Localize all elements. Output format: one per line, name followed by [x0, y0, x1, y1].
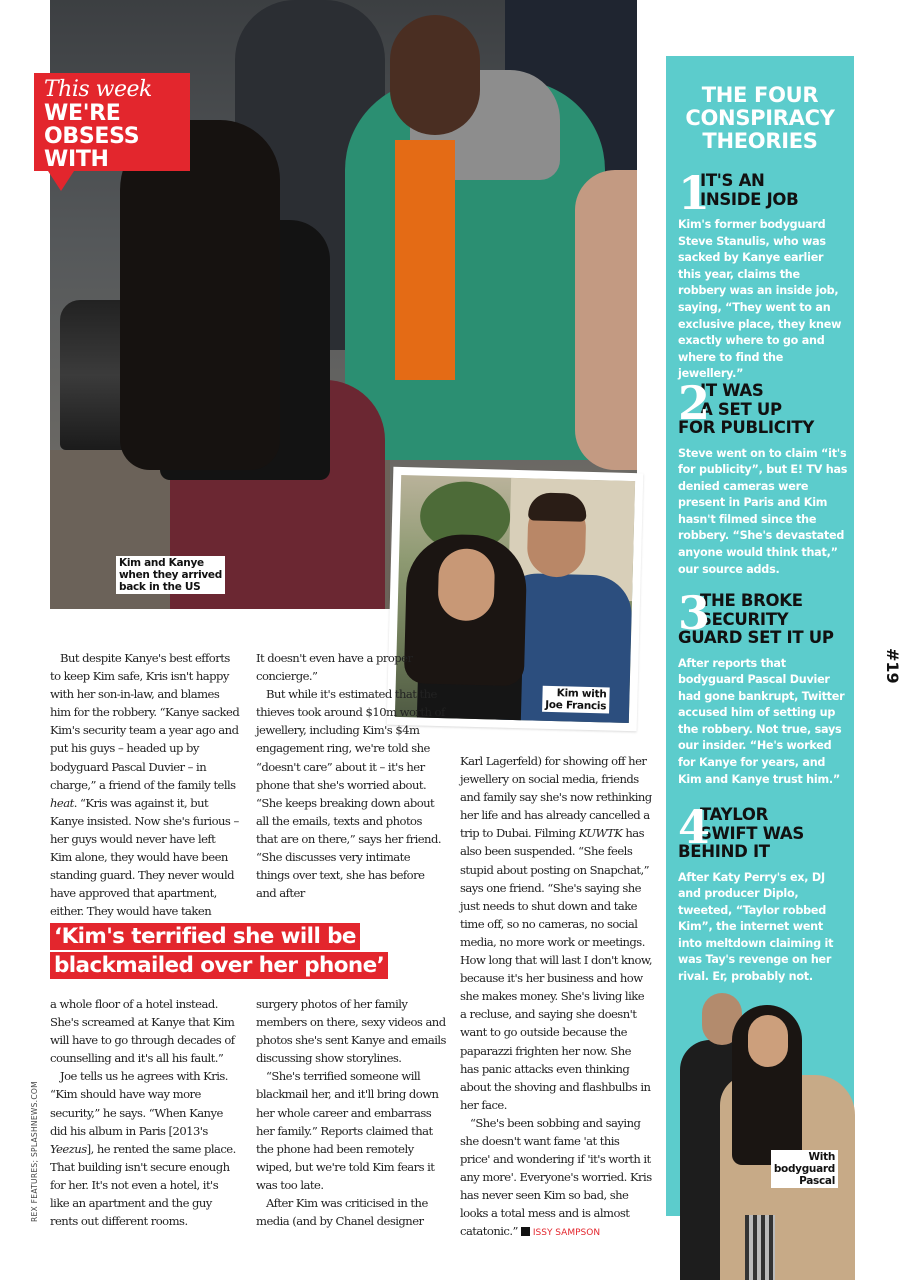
- article-column-1-top: [50, 649, 240, 920]
- main-photo-caption: Kim and Kanye when they arrived back in the US: [116, 556, 225, 594]
- theory-number: 2: [678, 376, 711, 430]
- paragraph: Karl Lagerfeld) for showing off her jewellery on social media, friends and family say she's now rethinking her life and has already cancelled a trip to Dubai. Filming KUWTK has also been suspended. “She feels stupid about posting on Snapchat,” says one friend. “She's saying she just needs to shut down and take time off, so no cameras, no social media, no more work or meetings. How long that will last I don't know, because it's her business and how she makes money. She's living like a recluse, and saying she doesn't want to go outside because the paparazzi frighten her now. She has panic attacks even thinking about the shoving and flashbulbs in her face.: [460, 754, 653, 1112]
- theory-2: [678, 376, 848, 578]
- tag-this-week: This week: [44, 77, 152, 102]
- theory-heading: IT WAS A SET UP FOR PUBLICITY: [678, 381, 815, 437]
- pull-quote: ‘Kim's terrified she will be blackmailed over her phone’: [50, 922, 442, 980]
- theory-number: 3: [678, 586, 711, 640]
- section-tag: [34, 73, 190, 171]
- article-column-3: [460, 752, 652, 1243]
- bodyguard-photo-caption: With bodyguard Pascal: [771, 1150, 838, 1188]
- article-column-2-top: [256, 649, 446, 902]
- byline: ISSY SAMPSON: [532, 1228, 601, 1239]
- theory-body: Steve went on to claim “it's for publicity”, but E! TV has denied cameras were present in Paris and Kim hasn't filmed since the robbery. “She's devastated anyone would think that,” our source adds.: [678, 446, 848, 576]
- panel-title: THE FOUR CONSPIRACY THEORIES: [685, 83, 835, 153]
- page-number: #19: [883, 648, 902, 684]
- theory-body: After Katy Perry's ex, DJ and producer Diplo, tweeted, “Taylor robbed Kim”, the internet went into meltdown claiming it was Tay's revenge on her rival. Er, probably not.: [678, 870, 834, 984]
- theory-number: 1: [678, 166, 711, 220]
- theory-body: After reports that bodyguard Pascal Duvier had gone bankrupt, Twitter accused him of setting up the robbery. Not true, says our insider. “He's worked for Kanye for years, and Kim and Kanye trust him.”: [678, 656, 845, 786]
- end-mark: [521, 1227, 530, 1236]
- paragraph: But despite Kanye's best efforts to keep Kim safe, Kris isn't happy with her son-in-law, and blames him for the robbery. “Kanye sacked Kim's security team a year ago and put his guys – headed up by bodyguard Pascal Duvier – in charge,” a friend of the family tells heat. “Kris was against it, but Kanye insisted. Now she's furious – her guys would never have left Kim alone, they would have been standing guard. They never would have approved that apartment, either. They would have taken: [50, 651, 240, 919]
- theory-heading: TAYLOR SWIFT WAS BEHIND IT: [678, 805, 804, 861]
- theory-heading: THE BROKE SECURITY GUARD SET IT UP: [678, 591, 834, 647]
- theory-body: Kim's former bodyguard Steve Stanulis, who was sacked by Kanye earlier this year, claims the robbery was an inside job, saying, “They went to an exclusive place, they knew exactly where to go and where to find the jewellery.”: [678, 218, 842, 381]
- paragraph: Joe tells us he agrees with Kris. “Kim should have way more security,” he says. “When Kanye did his album in Paris [2013's Yeezus], he rented the same place. That building isn't secure enough for her. It's not even a hotel, it's like an apartment and the guy rents out different rooms.: [50, 1069, 236, 1229]
- theory-3: [678, 586, 848, 788]
- paragraph: “She's terrified someone will blackmail her, and it'll bring down her whole career and embarrass her family.” Reports claimed that the phone had been remotely wiped, but we're told Kim fears it was too late.: [256, 1069, 439, 1192]
- paragraph: It doesn't even have a proper concierge.”: [256, 651, 413, 684]
- bodyguard-photo: [660, 985, 860, 1280]
- theory-heading: IT'S AN INSIDE JOB: [700, 171, 799, 209]
- paragraph: But while it's estimated that the thieves took around $10m worth of jewellery, including Kim's $4m engagement ring, we're told she “doesn't care” about it – it's her phone that she's worried about. “She keeps breaking down about all the emails, texts and photos that are on there,” says her friend. “She discusses very intimate things over text, she has before and after: [256, 687, 445, 901]
- tag-were: WE'RE: [44, 101, 121, 126]
- theory-1: [678, 166, 848, 383]
- theory-number: 4: [678, 800, 711, 854]
- paragraph: surgery photos of her family members on there, sexy videos and photos she's sent Kanye and emails discussing show storylines.: [256, 997, 446, 1066]
- paragraph: a whole floor of a hotel instead. She's screamed at Kanye that Kim will have to go through decades of counselling and it's all his fault.”: [50, 997, 235, 1066]
- tag-obsessed: OBSESS: [44, 124, 140, 149]
- article-column-2-bottom: [256, 995, 446, 1230]
- tag-with: WITH: [44, 147, 109, 172]
- paragraph: “She's been sobbing and saying she doesn't want fame 'at this price' and wondering if 'it's worth it any more'. Everyone's worried. Kris has never seen Kim so bad, she looks a total mess and is almost catatonic.” ISSY SAMPSON: [460, 1115, 652, 1239]
- inset-photo-caption: Kim with Joe Francis: [542, 686, 610, 714]
- photo-credit: REX FEATURES; SPLASHNEWS.COM: [30, 1081, 39, 1222]
- paragraph: After Kim was criticised in the media (and by Chanel designer: [256, 1196, 428, 1229]
- article-column-1-bottom: [50, 995, 240, 1230]
- theory-4: [678, 800, 848, 986]
